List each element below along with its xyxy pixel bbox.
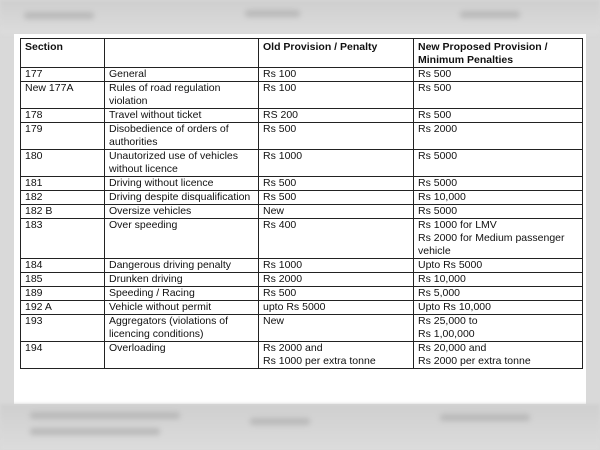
cell-new-provision <box>414 205 583 219</box>
cell-description <box>105 301 259 315</box>
cell-old-provision-text: upto Rs 5000 <box>263 301 326 313</box>
cell-description-text: Vehicle without permit <box>109 301 212 313</box>
cell-new-provision-text: Rs 500 <box>418 68 452 80</box>
cell-old-provision-text: Rs 100 <box>263 68 297 80</box>
cell-section <box>21 109 105 123</box>
cell-section-text: 178 <box>25 109 43 121</box>
cell-description <box>105 315 259 342</box>
cell-section-text: 189 <box>25 287 43 299</box>
cell-section <box>21 259 105 273</box>
cell-section <box>21 123 105 150</box>
cell-new-provision-text: Rs 5000 <box>418 150 458 162</box>
cell-new-provision-text: Rs 1000 for LMV <box>418 219 497 231</box>
cell-old-provision <box>259 191 414 205</box>
cell-section-text: New 177A <box>25 82 74 94</box>
cell-old-provision-text: Rs 2000 <box>263 273 303 285</box>
cell-section-text: 180 <box>25 150 43 162</box>
cell-section <box>21 150 105 177</box>
cell-old-provision-text-line2: Rs 1000 per extra tonne <box>263 355 376 367</box>
cell-description-text: Oversize vehicles <box>109 205 192 217</box>
cell-old-provision <box>259 68 414 82</box>
cell-section <box>21 219 105 259</box>
penalty-table <box>20 38 583 369</box>
cell-section-text: 182 B <box>25 205 53 217</box>
cell-section-text: 177 <box>25 68 43 80</box>
cell-new-provision <box>414 315 583 342</box>
cell-old-provision-text: Rs 100 <box>263 82 297 94</box>
cell-old-provision-text: Rs 1000 <box>263 259 303 271</box>
table-row <box>21 342 583 369</box>
cell-new-provision-text: Rs 5,000 <box>418 287 461 299</box>
cell-old-provision-text: Rs 500 <box>263 287 297 299</box>
table-row <box>21 273 583 287</box>
cell-description-text: Disobedience of orders of authorities <box>109 123 229 148</box>
cell-old-provision <box>259 123 414 150</box>
table-row <box>21 259 583 273</box>
cell-new-provision-text: Rs 500 <box>418 82 452 94</box>
cell-new-provision-text: Rs 20,000 and <box>418 342 487 354</box>
header-new-provision: New Proposed Provision / Minimum Penalties <box>414 39 583 68</box>
cell-description-text: Unautorized use of vehicles without licence <box>109 150 238 175</box>
cell-old-provision-text: Rs 500 <box>263 191 297 203</box>
cell-new-provision <box>414 191 583 205</box>
table-row <box>21 123 583 150</box>
document-page <box>14 34 586 404</box>
cell-new-provision <box>414 123 583 150</box>
cell-description <box>105 342 259 369</box>
cell-section <box>21 273 105 287</box>
cell-old-provision-text: RS 200 <box>263 109 299 121</box>
cell-description <box>105 177 259 191</box>
table-row <box>21 287 583 301</box>
cell-section <box>21 315 105 342</box>
cell-old-provision <box>259 205 414 219</box>
header-description <box>105 39 259 68</box>
cell-new-provision-text: Rs 5000 <box>418 177 458 189</box>
cell-section <box>21 342 105 369</box>
cell-section <box>21 68 105 82</box>
table-row <box>21 150 583 177</box>
table-row <box>21 219 583 259</box>
blurred-footer-background <box>0 404 600 450</box>
cell-section <box>21 205 105 219</box>
cell-old-provision <box>259 259 414 273</box>
cell-section <box>21 191 105 205</box>
table-row <box>21 205 583 219</box>
cell-description <box>105 123 259 150</box>
cell-section-text: 193 <box>25 315 43 327</box>
cell-new-provision-text: Upto Rs 10,000 <box>418 301 491 313</box>
cell-old-provision <box>259 109 414 123</box>
cell-description <box>105 109 259 123</box>
blurred-header-background <box>0 0 600 34</box>
cell-old-provision <box>259 82 414 109</box>
cell-new-provision <box>414 259 583 273</box>
cell-section-text: 182 <box>25 191 43 203</box>
table-header-row <box>21 39 583 68</box>
cell-old-provision-text: New <box>263 205 285 217</box>
table-row <box>21 68 583 82</box>
cell-new-provision <box>414 342 583 369</box>
header-old-provision: Old Provision / Penalty <box>259 39 414 68</box>
cell-new-provision-text: Rs 25,000 to <box>418 315 478 327</box>
cell-new-provision-text-line2: Rs 1,00,000 <box>418 328 475 340</box>
cell-description-text: Overloading <box>109 342 166 354</box>
cell-description <box>105 82 259 109</box>
cell-description-text: General <box>109 68 147 80</box>
cell-description <box>105 287 259 301</box>
cell-description <box>105 259 259 273</box>
table-row <box>21 109 583 123</box>
cell-section-text: 183 <box>25 219 43 231</box>
cell-new-provision <box>414 68 583 82</box>
table-row <box>21 191 583 205</box>
cell-description <box>105 150 259 177</box>
cell-section <box>21 301 105 315</box>
cell-description-text: Dangerous driving penalty <box>109 259 231 271</box>
cell-section-text: 181 <box>25 177 43 189</box>
cell-description <box>105 273 259 287</box>
cell-old-provision <box>259 150 414 177</box>
cell-old-provision-text: Rs 1000 <box>263 150 303 162</box>
cell-section <box>21 177 105 191</box>
cell-new-provision-text: Upto Rs 5000 <box>418 259 483 271</box>
table-row <box>21 315 583 342</box>
cell-old-provision <box>259 287 414 301</box>
cell-new-provision-text: Rs 10,000 <box>418 273 466 285</box>
cell-description <box>105 191 259 205</box>
cell-description-text: Travel without ticket <box>109 109 202 121</box>
cell-old-provision-text: Rs 500 <box>263 177 297 189</box>
cell-section-text: 179 <box>25 123 43 135</box>
cell-new-provision-text: Rs 2000 <box>418 123 458 135</box>
cell-description <box>105 205 259 219</box>
cell-section-text: 192 A <box>25 301 52 313</box>
cell-description-text: Driving without licence <box>109 177 214 189</box>
cell-description-text: Speeding / Racing <box>109 287 195 299</box>
cell-old-provision-text: Rs 500 <box>263 123 297 135</box>
cell-new-provision-text: Rs 10,000 <box>418 191 466 203</box>
cell-old-provision-text: New <box>263 315 285 327</box>
cell-old-provision <box>259 315 414 342</box>
cell-old-provision <box>259 301 414 315</box>
cell-description-text: Drunken driving <box>109 273 183 285</box>
cell-old-provision <box>259 219 414 259</box>
cell-old-provision <box>259 342 414 369</box>
cell-new-provision <box>414 219 583 259</box>
cell-section <box>21 82 105 109</box>
cell-new-provision-text: Rs 500 <box>418 109 452 121</box>
table-row <box>21 301 583 315</box>
cell-description <box>105 68 259 82</box>
cell-new-provision <box>414 301 583 315</box>
cell-new-provision <box>414 150 583 177</box>
cell-description-text: Over speeding <box>109 219 178 231</box>
table-row <box>21 177 583 191</box>
cell-old-provision-text: Rs 2000 and <box>263 342 323 354</box>
cell-new-provision <box>414 82 583 109</box>
cell-new-provision-text-line2: Rs 2000 per extra tonne <box>418 355 531 367</box>
cell-description-text: Aggregators (violations of licencing conditions) <box>109 315 229 340</box>
cell-new-provision-text-line2: Rs 2000 for Medium passenger vehicle <box>418 232 565 257</box>
cell-description-text: Driving despite disqualification <box>109 191 251 203</box>
cell-old-provision-text: Rs 400 <box>263 219 297 231</box>
cell-description <box>105 219 259 259</box>
cell-old-provision <box>259 273 414 287</box>
cell-new-provision <box>414 287 583 301</box>
cell-old-provision <box>259 177 414 191</box>
cell-section-text: 194 <box>25 342 43 354</box>
cell-new-provision <box>414 109 583 123</box>
cell-new-provision <box>414 273 583 287</box>
cell-new-provision-text: Rs 5000 <box>418 205 458 217</box>
cell-description-text: Rules of road regulation violation <box>109 82 221 107</box>
cell-new-provision <box>414 177 583 191</box>
table-row <box>21 82 583 109</box>
cell-section-text: 184 <box>25 259 43 271</box>
header-section: Section <box>21 39 105 68</box>
cell-section <box>21 287 105 301</box>
cell-section-text: 185 <box>25 273 43 285</box>
